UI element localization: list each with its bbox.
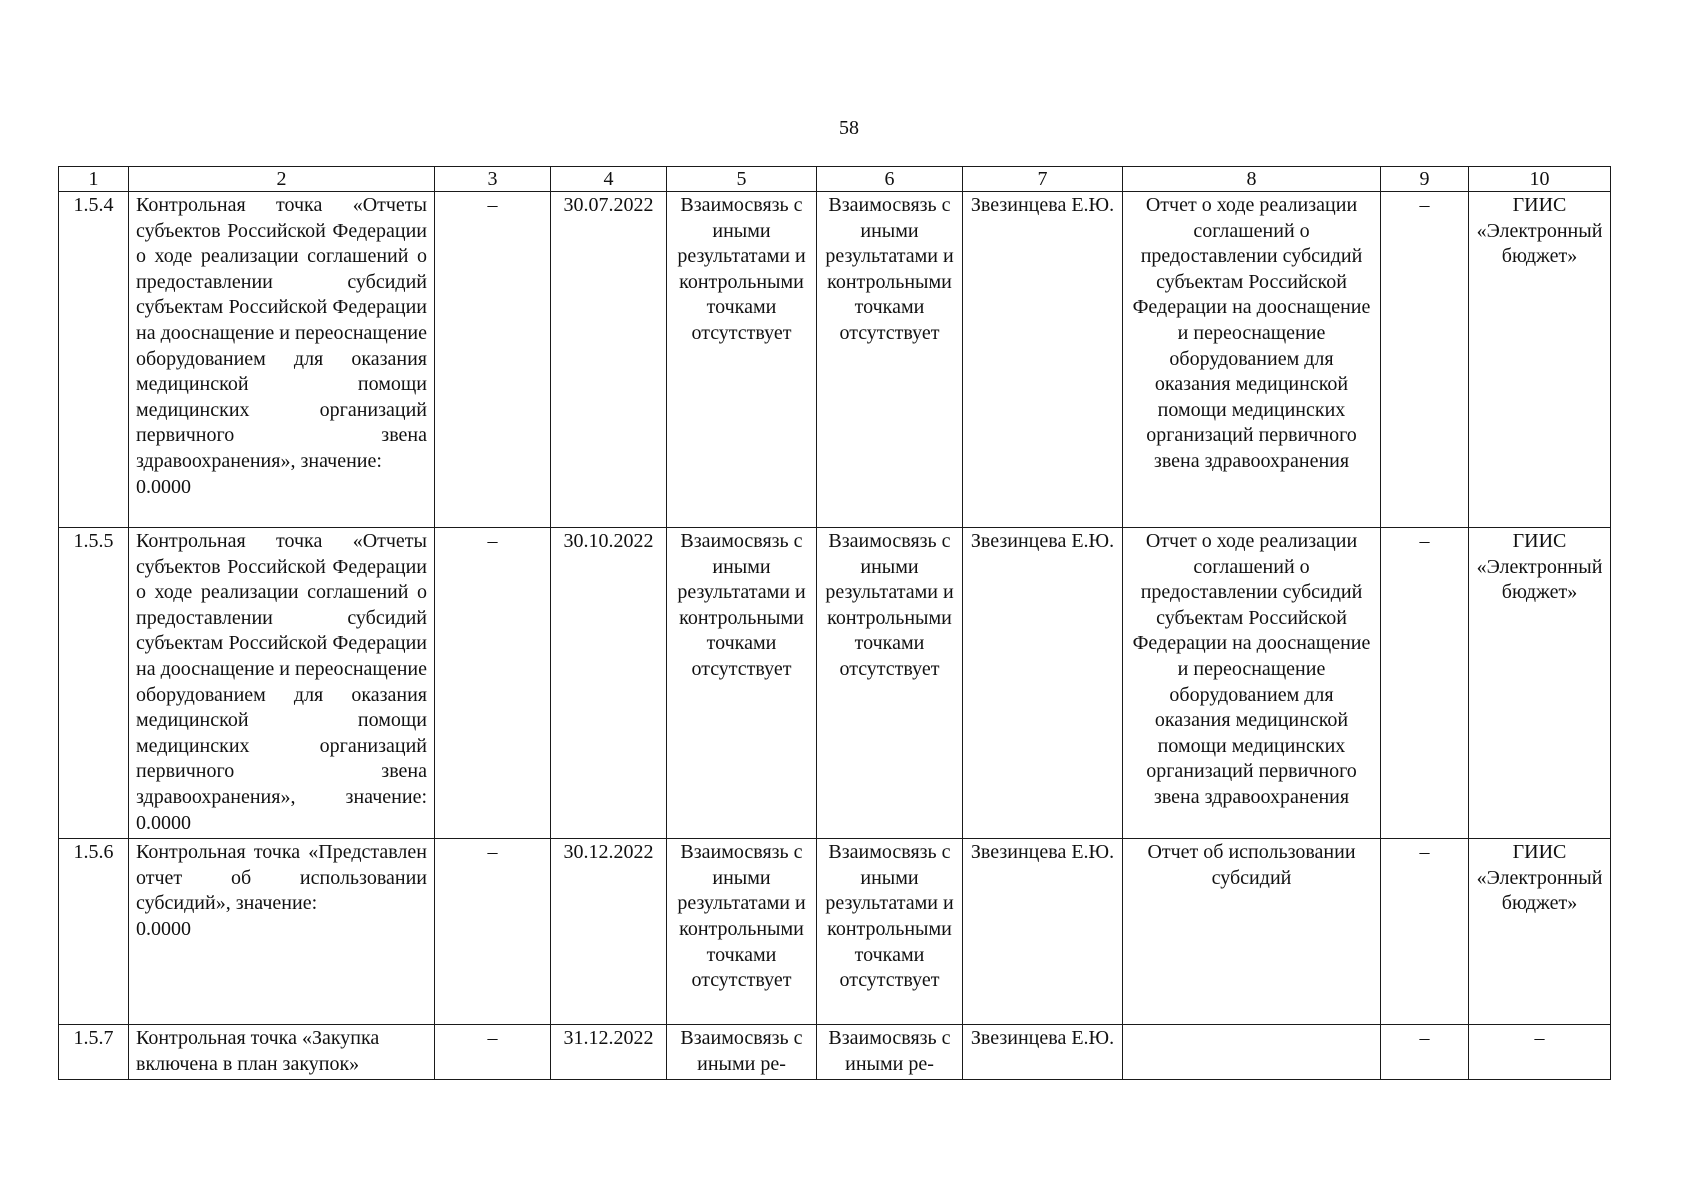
- control-point-title: Контрольная точка «Представлен отчет об использовании субсидий», значение: 0.0000: [129, 839, 435, 1025]
- document-cell: Отчет об использовании субсидий: [1123, 839, 1381, 1025]
- document-cell: Отчет о ходе реализации соглашений о предоставлении субсидий субъектам Российской Федерации на дооснащение и переоснащение оборудованием для оказания медицинской помощи медицинских организаций первичного звена здравоохранения: [1123, 528, 1381, 839]
- table-row: [59, 1025, 1611, 1080]
- column-header: 7: [963, 167, 1123, 192]
- cell-col9: –: [1381, 528, 1469, 839]
- row-number: 1.5.6: [59, 839, 129, 1025]
- responsible-cell: Звезинцева Е.Ю.: [963, 839, 1123, 1025]
- date-cell: 30.10.2022: [551, 528, 667, 839]
- cell-col9: –: [1381, 839, 1469, 1025]
- cell-col3: –: [435, 192, 551, 528]
- column-header: 5: [667, 167, 817, 192]
- column-header: 8: [1123, 167, 1381, 192]
- cell-col3: –: [435, 839, 551, 1025]
- date-cell: 30.07.2022: [551, 192, 667, 528]
- column-header: 2: [129, 167, 435, 192]
- table-row: [59, 839, 1611, 1025]
- column-header: 4: [551, 167, 667, 192]
- control-point-title: Контрольная точка «Закупка включена в план закупок»: [129, 1025, 435, 1080]
- relation-cell: Взаимосвязь с иными ре-: [817, 1025, 963, 1080]
- responsible-cell: Звезинцева Е.Ю.: [963, 192, 1123, 528]
- control-points-table: [58, 166, 1611, 1080]
- responsible-cell: Звезинцева Е.Ю.: [963, 1025, 1123, 1080]
- column-header: 10: [1469, 167, 1611, 192]
- date-cell: 31.12.2022: [551, 1025, 667, 1080]
- cell-col3: –: [435, 1025, 551, 1080]
- cell-col9: –: [1381, 1025, 1469, 1080]
- column-header: 3: [435, 167, 551, 192]
- cell-col9: –: [1381, 192, 1469, 528]
- document-cell: Отчет о ходе реализации соглашений о предоставлении субсидий субъектам Российской Федерации на дооснащение и переоснащение оборудованием для оказания медицинской помощи медицинских организаций первичного звена здравоохранения: [1123, 192, 1381, 528]
- table-row: [59, 528, 1611, 839]
- relation-cell: Взаимосвязь с иными результатами и контрольными точками отсутствует: [817, 839, 963, 1025]
- system-cell: ГИИС «Электронный бюджет»: [1469, 839, 1611, 1025]
- document-cell: [1123, 1025, 1381, 1080]
- system-cell: ГИИС «Электронный бюджет»: [1469, 192, 1611, 528]
- relation-cell: Взаимосвязь с иными результатами и контрольными точками отсутствует: [667, 528, 817, 839]
- responsible-cell: Звезинцева Е.Ю.: [963, 528, 1123, 839]
- column-header: 9: [1381, 167, 1469, 192]
- relation-cell: Взаимосвязь с иными ре-: [667, 1025, 817, 1080]
- control-point-title: Контрольная точка «Отчеты субъектов Российской Федерации о ходе реализации соглашений о предоставлении субсидий субъектам Российской Федерации на дооснащение и переоснащение оборудованием для оказания медицинской помощи медицинских организаций первичного звена здравоохранения», значение: 0.0000: [129, 528, 435, 839]
- row-number: 1.5.4: [59, 192, 129, 528]
- relation-cell: Взаимосвязь с иными результатами и контрольными точками отсутствует: [817, 528, 963, 839]
- row-number: 1.5.7: [59, 1025, 129, 1080]
- table-row: [59, 192, 1611, 528]
- table-header-row: [59, 167, 1611, 192]
- column-header: 1: [59, 167, 129, 192]
- control-point-title: Контрольная точка «Отчеты субъектов Российской Федерации о ходе реализации соглашений о предоставлении субсидий субъектам Российской Федерации на дооснащение и переоснащение оборудованием для оказания медицинской помощи медицинских организаций первичного звена здравоохранения», значение: 0.0000: [129, 192, 435, 528]
- row-number: 1.5.5: [59, 528, 129, 839]
- system-cell: ГИИС «Электронный бюджет»: [1469, 528, 1611, 839]
- cell-col3: –: [435, 528, 551, 839]
- relation-cell: Взаимосвязь с иными результатами и контрольными точками отсутствует: [667, 192, 817, 528]
- page-number: 58: [839, 117, 859, 139]
- relation-cell: Взаимосвязь с иными результатами и контрольными точками отсутствует: [667, 839, 817, 1025]
- relation-cell: Взаимосвязь с иными результатами и контрольными точками отсутствует: [817, 192, 963, 528]
- column-header: 6: [817, 167, 963, 192]
- date-cell: 30.12.2022: [551, 839, 667, 1025]
- system-cell: –: [1469, 1025, 1611, 1080]
